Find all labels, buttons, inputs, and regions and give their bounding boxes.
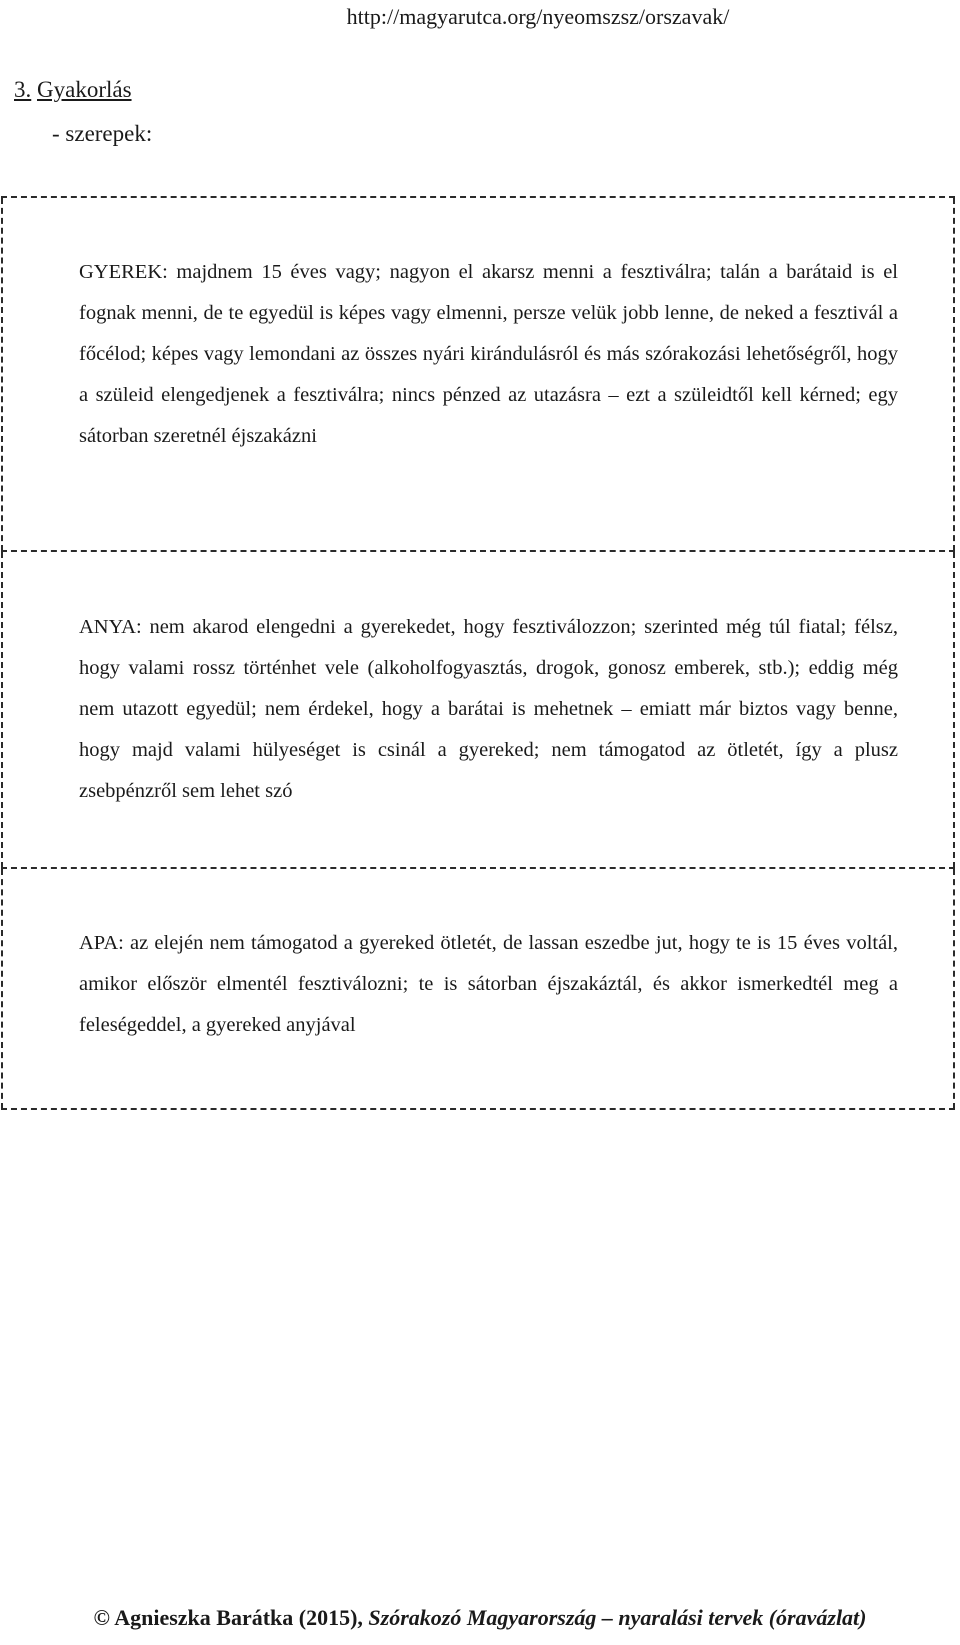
role-text-apa: APA: az elején nem támogatod a gyereked ötletét, de lassan eszedbe jut, hogy te is 15 éves voltál, amikor először elmentél fesztiválozni; te is sátorban éjszakáztál, és akkor ismerkedtél meg a feleségeddel, a gyereked anyjával	[79, 932, 898, 1036]
exercise-title	[14, 76, 132, 104]
card-divider-top	[1, 196, 955, 198]
header-url: http://magyarutca.org/nyeomszsz/orszavak/	[346, 4, 730, 29]
footer	[0, 1604, 960, 1632]
exercise-subtitle: - szerepek:	[52, 121, 153, 146]
card-divider-bottom	[1, 1108, 955, 1110]
exercise-title-text: Gyakorlás	[37, 77, 132, 102]
role-text-gyerek: GYEREK: majdnem 15 éves vagy; nagyon el akarsz menni a fesztiválra; talán a barátaid is el fognak menni, de te egyedül is képes vagy elmenni, persze velük jobb lenne, de neked a fesztivál a főcélod; képes vagy lemondani az összes nyári kirándulásról és más szórakozási lehetőségről, hogy a szüleid elengedjenek a fesztiválra; nincs pénzed az utazásra – ezt a szüleidtől kell kérned; egy sátorban szeretnél éjszakázni	[79, 261, 898, 447]
footer-work-title: Szórakozó Magyarország – nyaralási tervek (óravázlat)	[368, 1605, 867, 1630]
exercise-number: 3.	[14, 77, 32, 102]
footer-copyright: © Agnieszka Barátka (2015),	[93, 1605, 363, 1630]
role-text-anya: ANYA: nem akarod elengedni a gyerekedet, hogy fesztiválozzon; szerinted még túl fiatal; félsz, hogy valami rossz történhet vele (alkoholfogyasztás, drogok, gonosz emberek, stb.); eddig még nem utazott egyedül; nem érdekel, hogy a barátai is mehetnek – emiatt már biztos vagy benne, hogy majd valami hülyeséget is csinál a gyereked; nem támogatod az ötletét, így a plusz zsebpénzről sem lehet szó	[79, 616, 898, 802]
